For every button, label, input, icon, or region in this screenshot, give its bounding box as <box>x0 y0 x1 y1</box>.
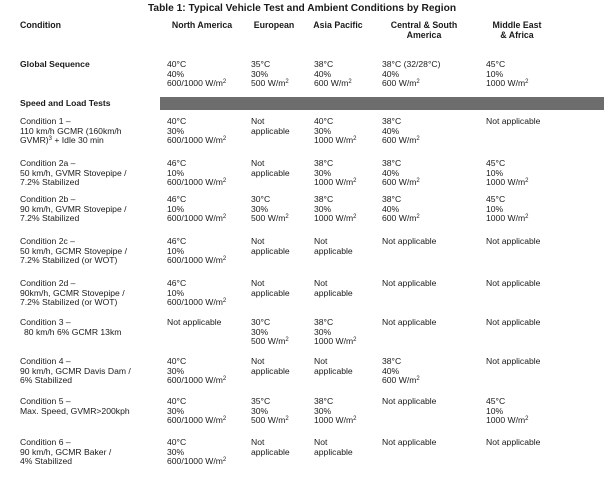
condition-na-value-line-2: 10% <box>167 167 185 178</box>
condition-na-value-line-1: 40°C <box>167 356 187 366</box>
condition-me-value-line-2: 10% <box>486 405 504 416</box>
condition-eu-value <box>251 237 290 256</box>
condition-na-value-line-2: 30% <box>167 446 185 457</box>
global-csa-value-line-1: 38°C (32/28°C) <box>382 59 441 69</box>
superscript: 2 <box>348 79 352 86</box>
condition-label <box>20 159 127 188</box>
condition-ap-value-line-2: applicable <box>314 245 353 256</box>
condition-eu-value-line-3: 500 $W/m^2$ <box>251 213 289 224</box>
condition-ap-value-line-1: 38°C <box>314 396 334 406</box>
condition-me-value-line-1: Not applicable <box>486 317 541 327</box>
condition-ap-value-line-3: 1000 $W/m^2$ <box>314 135 357 146</box>
global-sequence-label <box>20 60 90 70</box>
condition-na-value <box>167 159 226 188</box>
header-middle-east-africa <box>478 20 556 40</box>
condition-na-value-line-2: 30% <box>167 125 185 136</box>
condition-me-value <box>486 237 540 247</box>
condition-csa-value-line-2: 40% <box>382 167 400 178</box>
condition-eu-value-line-2: applicable <box>251 365 290 376</box>
condition-csa-value-line-2: 40% <box>382 203 400 214</box>
condition-na-value-line-1: 46°C <box>167 158 187 168</box>
global-csa-value-line-3: 600 $W/m^2$ <box>382 78 420 89</box>
condition-ap-value <box>314 237 353 256</box>
condition-na-value <box>167 438 226 467</box>
condition-me-value <box>486 397 529 426</box>
condition-me-value <box>486 159 529 188</box>
superscript: 2 <box>416 178 420 185</box>
header-asia-pacific: Asia Pacific <box>313 20 363 30</box>
condition-label-line-2: 80 km/h 6% GCMR 13km <box>24 326 122 337</box>
condition-ap-value <box>314 279 353 298</box>
condition-eu-value-line-1: 30°C <box>251 194 271 204</box>
condition-csa-value-line-1: Not applicable <box>382 437 437 447</box>
condition-ap-value <box>314 159 357 188</box>
global-eu-value <box>251 60 289 89</box>
condition-csa-value-line-1: 38°C <box>382 356 402 366</box>
condition-me-value-line-1: Not applicable <box>486 356 541 366</box>
global-me-value <box>486 60 529 89</box>
condition-me-value-line-1: 45°C <box>486 396 506 406</box>
superscript: 2 <box>285 337 289 344</box>
condition-ap-value-line-2: 30% <box>314 203 332 214</box>
condition-ap-value-line-1: 38°C <box>314 158 334 168</box>
condition-csa-value-line-3: 600 $W/m^2$ <box>382 135 420 146</box>
condition-na-value-line-1: 46°C <box>167 194 187 204</box>
superscript: 2 <box>525 79 529 86</box>
condition-na-value-line-1: Not applicable <box>167 317 222 327</box>
global-eu-value-line-2: 30% <box>251 68 269 79</box>
section-speed-load-label: Speed and Load Tests <box>20 98 111 108</box>
condition-csa-value-line-3: 600 $W/m^2$ <box>382 213 420 224</box>
condition-eu-value-line-1: Not <box>251 437 265 447</box>
global-na-value <box>167 60 226 89</box>
condition-csa-value-line-2: 40% <box>382 365 400 376</box>
condition-na-value <box>167 357 226 386</box>
global-csa-value <box>382 60 440 89</box>
condition-na-value <box>167 397 226 426</box>
condition-label-line-3: 7.2% Stabilized (or WOT) <box>20 255 118 266</box>
superscript: 2 <box>285 79 289 86</box>
condition-na-value <box>167 117 226 146</box>
condition-ap-value <box>314 195 357 224</box>
condition-csa-value <box>382 397 436 407</box>
condition-ap-value-line-1: 38°C <box>314 194 334 204</box>
condition-label-line-1: Condition 2d – <box>20 278 76 288</box>
superscript: 2 <box>525 214 529 221</box>
condition-eu-value-line-2: 30% <box>251 203 269 214</box>
condition-label-line-1: Condition 1 – <box>20 116 71 126</box>
header-north-america: North America <box>171 20 233 30</box>
global-ap-value <box>314 60 352 89</box>
condition-eu-value-line-3: 500 $W/m^2$ <box>251 415 289 426</box>
condition-label-line-2: Max. Speed, GVMR>200kph <box>20 405 130 416</box>
condition-label-line-3: 4% Stabilized <box>20 456 73 467</box>
condition-csa-value-line-1: 38°C <box>382 194 402 204</box>
condition-ap-value-line-2: applicable <box>314 446 353 457</box>
superscript: 2 <box>353 136 357 143</box>
condition-ap-value-line-1: Not <box>314 437 328 447</box>
condition-ap-value <box>314 397 357 426</box>
condition-label-line-3: 7.2% Stabilized (or WOT) <box>20 297 118 308</box>
condition-na-value-line-1: 46°C <box>167 236 187 246</box>
condition-na-value-line-3: 600/1000 $W/m^2$ <box>167 213 227 224</box>
condition-csa-value-line-1: 38°C <box>382 158 402 168</box>
superscript: 2 <box>416 79 420 86</box>
condition-eu-value-line-2: applicable <box>251 167 290 178</box>
condition-csa-value-line-3: 600 $W/m^2$ <box>382 375 420 386</box>
condition-eu-value <box>251 195 289 224</box>
condition-ap-value-line-3: 1000 $W/m^2$ <box>314 177 357 188</box>
superscript: 2 <box>222 178 227 185</box>
condition-label-line-2: 90 km/h, GVMR Stovepipe / <box>20 203 127 214</box>
condition-csa-value-line-1: Not applicable <box>382 317 437 327</box>
condition-csa-value <box>382 438 436 448</box>
global-csa-value-line-2: 40% <box>382 68 400 79</box>
global-na-value-line-1: 40°C <box>167 59 187 69</box>
condition-ap-value <box>314 318 357 347</box>
condition-ap-value-line-2: applicable <box>314 287 353 298</box>
superscript: 2 <box>525 178 529 185</box>
condition-eu-value-line-1: 30°C <box>251 317 271 327</box>
condition-csa-value-line-3: 600 $W/m^2$ <box>382 177 420 188</box>
superscript: 2 <box>285 416 289 423</box>
condition-ap-value <box>314 117 357 146</box>
condition-na-value-line-2: 10% <box>167 245 185 256</box>
condition-eu-value-line-1: Not <box>251 278 265 288</box>
global-sequence-label-line-1: Global Sequence <box>20 59 90 69</box>
condition-eu-value-line-3: 500 $W/m^2$ <box>251 336 289 347</box>
condition-csa-value <box>382 237 436 247</box>
condition-me-value <box>486 279 540 289</box>
condition-label-line-2: 90 km/h, GCMR Baker / <box>20 446 112 457</box>
condition-ap-value-line-1: Not <box>314 278 328 288</box>
superscript: 2 <box>353 416 357 423</box>
condition-label <box>20 397 130 416</box>
header-csa-line2: America <box>406 30 442 40</box>
condition-label-line-3: 7.2% Stabilized <box>20 177 80 188</box>
global-ap-value-line-2: 40% <box>314 68 332 79</box>
condition-me-value <box>486 357 540 367</box>
condition-eu-value <box>251 397 289 426</box>
condition-ap-value-line-3: 1000 $W/m^2$ <box>314 336 357 347</box>
condition-ap-value-line-3: 1000 $W/m^2$ <box>314 213 357 224</box>
header-me-line1: Middle East <box>492 20 542 30</box>
condition-ap-value <box>314 357 353 376</box>
condition-me-value-line-1: 45°C <box>486 158 506 168</box>
condition-me-value-line-1: Not applicable <box>486 116 541 126</box>
superscript: 2 <box>525 416 529 423</box>
condition-label-line-1: Condition 4 – <box>20 356 71 366</box>
global-na-value-line-2: 40% <box>167 68 185 79</box>
condition-eu-value <box>251 438 290 457</box>
condition-csa-value-line-1: Not applicable <box>382 396 437 406</box>
table-title: Table 1: Typical Vehicle Test and Ambient Conditions by Region <box>147 3 457 14</box>
condition-label <box>20 279 125 308</box>
condition-csa-value <box>382 279 436 289</box>
condition-eu-value-line-1: 35°C <box>251 396 271 406</box>
condition-eu-value-line-1: Not <box>251 116 265 126</box>
section-divider-band <box>160 97 604 110</box>
condition-eu-value-line-1: Not <box>251 236 265 246</box>
condition-me-value-line-1: Not applicable <box>486 437 541 447</box>
condition-na-value-line-1: 40°C <box>167 116 187 126</box>
condition-eu-value-line-2: applicable <box>251 245 290 256</box>
condition-me-value-line-1: 45°C <box>486 194 506 204</box>
superscript: 2 <box>222 416 227 423</box>
condition-ap-value-line-2: 30% <box>314 125 332 136</box>
condition-me-value-line-3: 1000 $W/m^2$ <box>486 213 529 224</box>
condition-csa-value <box>382 195 420 224</box>
condition-na-value-line-2: 30% <box>167 365 185 376</box>
global-ap-value-line-3: 600 $W/m^2$ <box>314 78 352 89</box>
condition-na-value <box>167 195 226 224</box>
condition-me-value <box>486 318 540 328</box>
condition-label-line-1: Condition 2a – <box>20 158 76 168</box>
superscript: 2 <box>353 337 357 344</box>
condition-na-value-line-3: 600/1000 $W/m^2$ <box>167 415 227 426</box>
condition-eu-value <box>251 117 290 136</box>
condition-me-value-line-2: 10% <box>486 203 504 214</box>
superscript: 2 <box>222 79 227 86</box>
condition-ap-value-line-1: 40°C <box>314 116 334 126</box>
global-na-value-line-3: 600/1000 $W/m^2$ <box>167 78 227 89</box>
global-me-value-line-3: 1000 $W/m^2$ <box>486 78 529 89</box>
condition-na-value <box>167 237 226 266</box>
superscript: 2 <box>222 457 227 464</box>
condition-csa-value <box>382 159 420 188</box>
condition-label-line-2: 90 km/h, GCMR Davis Dam / <box>20 365 131 376</box>
global-eu-value-line-1: 35°C <box>251 59 271 69</box>
condition-eu-value-line-2: 30% <box>251 405 269 416</box>
condition-ap-value-line-2: 30% <box>314 167 332 178</box>
condition-label-line-3: 6% Stabilized <box>20 375 73 386</box>
condition-csa-value-line-1: 38°C <box>382 116 402 126</box>
condition-me-value <box>486 438 540 448</box>
condition-ap-value-line-1: Not <box>314 356 328 366</box>
condition-ap-value <box>314 438 353 457</box>
condition-eu-value-line-2: applicable <box>251 287 290 298</box>
condition-eu-value <box>251 357 290 376</box>
condition-na-value-line-3: 600/1000 $W/m^2$ <box>167 135 227 146</box>
global-eu-value-line-3: 500 $W/m^2$ <box>251 78 289 89</box>
condition-eu-value-line-2: applicable <box>251 446 290 457</box>
condition-csa-value <box>382 357 420 386</box>
condition-label-line-3: 7.2% Stabilized <box>20 213 80 224</box>
condition-na-value-line-1: 46°C <box>167 278 187 288</box>
condition-label <box>20 318 121 337</box>
condition-eu-value <box>251 159 290 178</box>
superscript: 2 <box>416 214 420 221</box>
superscript: 2 <box>222 214 227 221</box>
condition-me-value <box>486 117 540 127</box>
condition-eu-value-line-2: 30% <box>251 326 269 337</box>
condition-me-value-line-1: Not applicable <box>486 278 541 288</box>
condition-na-value-line-3: 600/1000 $W/m^2$ <box>167 255 227 266</box>
condition-csa-value <box>382 318 436 328</box>
superscript: 2 <box>416 136 420 143</box>
condition-label-line-1: Condition 2c – <box>20 236 75 246</box>
condition-label <box>20 357 131 386</box>
condition-me-value-line-1: Not applicable <box>486 236 541 246</box>
condition-csa-value-line-2: 40% <box>382 125 400 136</box>
condition-csa-value <box>382 117 420 146</box>
condition-csa-value-line-1: Not applicable <box>382 236 437 246</box>
condition-na-value-line-3: 600/1000 $W/m^2$ <box>167 297 227 308</box>
condition-na-value-line-3: 600/1000 $W/m^2$ <box>167 456 227 467</box>
header-central-south-america <box>376 20 472 40</box>
condition-label-line-2: 90km/h, GCMR Stovepipe / <box>20 287 125 298</box>
superscript: 2 <box>222 376 227 383</box>
condition-csa-value-line-1: Not applicable <box>382 278 437 288</box>
condition-me-value-line-2: 10% <box>486 167 504 178</box>
condition-label-line-3: GVMR)$^3$ + Idle 30 min <box>20 135 104 146</box>
condition-label-line-2: 110 km/h GCMR (160km/h <box>20 125 122 136</box>
superscript: 3 <box>48 136 52 143</box>
condition-na-value-line-1: 40°C <box>167 437 187 447</box>
condition-label-line-2: 50 km/h, GVMR Stovepipe / <box>20 167 127 178</box>
condition-label <box>20 237 127 266</box>
superscript: 2 <box>222 256 227 263</box>
condition-label <box>20 195 127 224</box>
condition-ap-value-line-2: applicable <box>314 365 353 376</box>
condition-label-line-1: Condition 2b – <box>20 194 76 204</box>
condition-me-value-line-3: 1000 $W/m^2$ <box>486 177 529 188</box>
condition-label-line-2: 50 km/h, GCMR Stovepipe / <box>20 245 127 256</box>
condition-eu-value-line-1: Not <box>251 356 265 366</box>
condition-na-value <box>167 279 226 308</box>
header-csa-line1: Central & South <box>390 20 458 30</box>
condition-na-value-line-3: 600/1000 $W/m^2$ <box>167 177 227 188</box>
condition-eu-value-line-1: Not <box>251 158 265 168</box>
superscript: 2 <box>353 214 357 221</box>
condition-eu-value <box>251 279 290 298</box>
condition-label-line-1: Condition 3 – <box>20 317 71 327</box>
condition-label-line-1: Condition 6 – <box>20 437 71 447</box>
header-european: European <box>253 20 295 30</box>
condition-ap-value-line-2: 30% <box>314 326 332 337</box>
superscript: 2 <box>285 214 289 221</box>
condition-na-value-line-2: 10% <box>167 287 185 298</box>
condition-label <box>20 117 122 146</box>
condition-na-value-line-1: 40°C <box>167 396 187 406</box>
condition-eu-value <box>251 318 289 347</box>
condition-ap-value-line-3: 1000 $W/m^2$ <box>314 415 357 426</box>
condition-ap-value-line-1: Not <box>314 236 328 246</box>
global-ap-value-line-1: 38°C <box>314 59 334 69</box>
header-me-line2: & Africa <box>500 30 534 40</box>
superscript: 2 <box>222 298 227 305</box>
condition-na-value-line-3: 600/1000 $W/m^2$ <box>167 375 227 386</box>
condition-ap-value-line-2: 30% <box>314 405 332 416</box>
superscript: 2 <box>353 178 357 185</box>
condition-eu-value-line-2: applicable <box>251 125 290 136</box>
condition-na-value-line-2: 10% <box>167 203 185 214</box>
condition-ap-value-line-1: 38°C <box>314 317 334 327</box>
global-me-value-line-2: 10% <box>486 68 504 79</box>
condition-label-line-1: Condition 5 – <box>20 396 71 406</box>
global-me-value-line-1: 45°C <box>486 59 506 69</box>
condition-na-value <box>167 318 221 328</box>
superscript: 2 <box>416 376 420 383</box>
condition-label <box>20 438 111 467</box>
condition-me-value-line-3: 1000 $W/m^2$ <box>486 415 529 426</box>
superscript: 2 <box>222 136 227 143</box>
condition-na-value-line-2: 30% <box>167 405 185 416</box>
condition-me-value <box>486 195 529 224</box>
header-condition: Condition <box>20 20 62 30</box>
